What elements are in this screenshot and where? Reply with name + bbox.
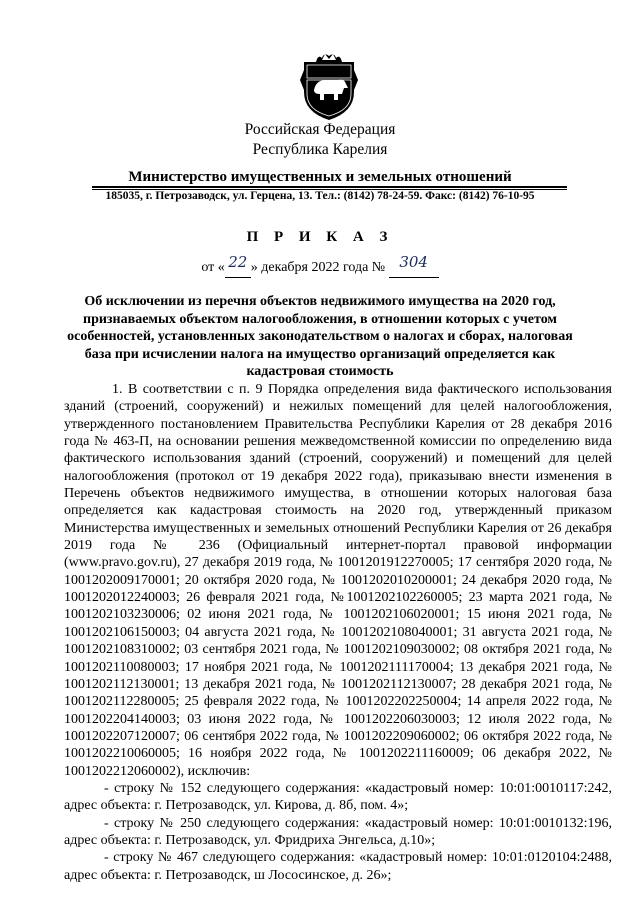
country-heading: [0, 120, 640, 160]
order-subject: Об исключении из перечня объектов недвижимого имущества на 2020 год, признаваемых объектом налогообложения, в отношении которых с учетом особенностей, установленных законодательством о налогах и сборах, налоговая база при исчислении налога на имущество организаций определяется как кадастровая стоимость: [67, 294, 573, 379]
header-rule-thick: [92, 186, 567, 188]
date-middle: » декабря 2022 года №: [250, 260, 386, 275]
republic-name: Республика Карелия: [252, 141, 388, 158]
day-handwritten: 22: [228, 253, 248, 271]
country-name: Российская Федерация: [244, 121, 396, 138]
number-field: [389, 253, 439, 278]
day-field: [225, 253, 251, 278]
order-body: [64, 381, 612, 884]
excluded-row-item: - строку № 250 следующего содержания: «кадастровый номер: 10:01:0010132:196, адрес объекта: г. Петрозаводск, ул. Фридриха Энгельса, д.10»;: [64, 815, 612, 848]
order-title: П Р И К А З: [246, 229, 394, 245]
excluded-row-item: - строку № 467 следующего содержания: «кадастровый номер: 10:01:0120104:2488, адрес объекта: г. Петрозаводск, ш Лососинское, д. 26»;: [64, 850, 612, 883]
ministry-address: 185035, г. Петрозаводск, ул. Герцена, 13. Тел.: (8142) 78-24-59. Факс: (8142) 76-10-95: [105, 190, 535, 202]
excluded-row-item: - строку № 152 следующего содержания: «кадастровый номер: 10:01:0010117:242, адрес объекта: г. Петрозаводск, ул. Кирова, д. 8б, пом. 4»;: [64, 780, 612, 814]
date-prefix: от «: [201, 260, 225, 275]
paragraph-1: 1. В соответствии с п. 9 Порядка определения вида фактического использования зданий (строений, сооружений) и нежилых помещений для целей налогообложения, утвержденного постановлением Правительства Республики Карелия от 28 декабря 2016 года № 463-П, на основании решения межведомственной комиссии по определению вида фактического использования зданий (строений, сооружений) и помещений для целей налогообложения (протокол от 19 декабря 2022 года), приказываю внести изменения в Перечень объектов недвижимого имущества, в отношении которых налоговая база определяется как кадастровая стоимость на 2020 год, утвержденный приказом Министерства имущественных и земельных отношений Республики Карелия от 26 декабря 2019 года № 236 (Официальный интернет-портал правовой информации (www.pravo.gov.ru), 27 декабря 2019 года, № 1001201912270005; 17 сентября 2020 года, № 1001202009170001; 20 октября 2020 года, № 1001202010200001; 24 декабря 2020 года, № 1001202012240003; 26 февраля 2021 года, №1001202102260005; 23 марта 2021 года, № 1001202103230006; 02 июня 2021 года, № 1001202106020001; 15 июня 2021 года, № 1001202106150003; 04 августа 2021 года, № 1001202108040001; 31 августа 2021 года, № 1001202108310002; 03 сентября 2021 года, № 1001202109030002; 08 октября 2021 года, № 1001202110080003; 17 ноября 2021 года, № 1001202111170004; 13 декабря 2021 года, № 1001202112130001; 13 декабря 2021 года, № 1001202112130007; 28 декабря 2021 года, № 1001202112280005; 25 февраля 2022 года, № 1001202202250004; 14 апреля 2022 года, № 1001202204140003; 03 июня 2022 года, № 1001202206030003; 12 июля 2022 года, № 1001202207120007; 06 сентября 2022 года, № 1001202209060002; 06 октября 2022 года, № 1001202210060005; 16 ноября 2022 года, № 1001202211160009; 06 декабря 2022, № 1001202212060002), исключив:: [64, 382, 612, 779]
karelia-coat-of-arms-icon: [298, 50, 360, 122]
ministry-name: Министерство имущественных и земельных отношений: [128, 169, 512, 185]
number-handwritten: 304: [399, 253, 428, 271]
order-date-line: [0, 253, 640, 278]
